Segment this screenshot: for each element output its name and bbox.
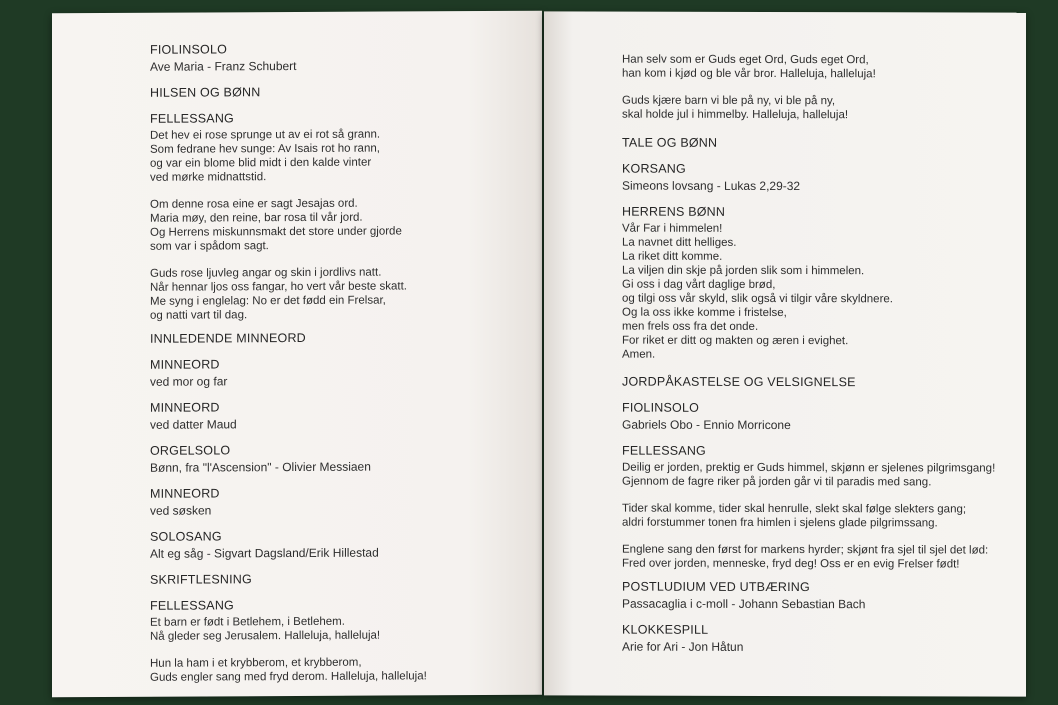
- section-skriftlesning: [150, 570, 530, 588]
- section-heading: SOLOSANG: [150, 529, 222, 544]
- prayer-line: La viljen din skje på jorden slik som i himmelen.: [622, 264, 865, 278]
- section-herrens-bonn: [622, 204, 1022, 363]
- right-page-content: [622, 53, 1022, 666]
- verse-line: Guds engler sang med fryd derom. Halleluja, halleluja!: [150, 670, 427, 684]
- verse-line: Han selv som er Guds eget Ord, Guds eget Ord,: [622, 53, 869, 67]
- section-detail: Passacaglia i c-moll - Johann Sebastian Bach: [622, 596, 866, 612]
- section-detail: Simeons lovsang - Lukas 2,29-32: [622, 178, 801, 194]
- verse-line: Nå gleder seg Jerusalem. Halleluja, halleluja!: [150, 629, 381, 643]
- section-minneord-sosken: [150, 484, 530, 519]
- section-heading: HERRENS BØNN: [622, 204, 726, 219]
- verse-line: Som fedrane hev sunge: Av Isais rot ho rann,: [150, 142, 380, 156]
- section-detail: ved søsken: [150, 503, 212, 518]
- section-innledende-minneord: [150, 329, 530, 347]
- section-detail: ved datter Maud: [150, 417, 237, 432]
- hymn-verse: [150, 655, 530, 685]
- section-heading: FELLESSANG: [150, 111, 234, 126]
- prayer-line: La riket ditt komme.: [622, 250, 723, 263]
- section-postludium: [622, 579, 1022, 613]
- section-solosang: [150, 527, 530, 562]
- verse-line: Me syng i englelag: No er det fødd ein Frelsar,: [150, 294, 386, 308]
- verse-line: Fred over jorden, menneske, fryd deg! Oss er en evig Frelser født!: [622, 557, 960, 571]
- section-fiolinsolo-2: [622, 400, 1022, 434]
- section-minneord-foreldre: [150, 355, 530, 390]
- section-heading: SKRIFTLESNING: [150, 572, 252, 587]
- section-heading: JORDPÅKASTELSE OG VELSIGNELSE: [622, 374, 856, 390]
- section-detail: Gabriels Obo - Ennio Morricone: [622, 417, 791, 433]
- hymn-verse: [150, 196, 530, 254]
- section-jordpakastelse: [622, 374, 1022, 391]
- section-tale-og-bonn: [622, 135, 1022, 152]
- section-heading: FIOLINSOLO: [622, 400, 700, 415]
- verse-line: Et barn er født i Betlehem, i Betlehem.: [150, 615, 345, 629]
- verse-line: Det hev ei rose sprunge ut av ei rot så grann.: [150, 128, 381, 142]
- prayer-line: Og la oss ikke komme i fristelse,: [622, 306, 787, 320]
- verse-line: han kom i kjød og ble vår bror. Halleluja, halleluja!: [622, 67, 876, 81]
- section-klokkespill: [622, 622, 1022, 656]
- program-left-page: [52, 11, 542, 698]
- section-fellessang-3: [622, 443, 1022, 572]
- verse-line: Maria møy, den reine, bar rosa til vår jord.: [150, 211, 363, 225]
- prayer-line: Vår Far i himmelen!: [622, 222, 723, 235]
- section-heading: MINNEORD: [150, 486, 220, 501]
- verse-line: ved mørke midnattstid.: [150, 171, 267, 184]
- verse-line: og var ein blome blid midt i den kalde vinter: [150, 156, 372, 170]
- section-detail: Ave Maria - Franz Schubert: [150, 59, 297, 74]
- verse-line: Englene sang den først for markens hyrder; skjønt fra sjel til sjel det lød:: [622, 543, 989, 557]
- prayer-line: Amen.: [622, 348, 656, 361]
- hymn-verse: [622, 543, 1022, 572]
- verse-line: Gjennom de fagre riker på jorden går vi til paradis med sang.: [622, 475, 932, 489]
- section-fellessang-2: [150, 596, 530, 685]
- hymn-verse: [150, 614, 530, 644]
- verse-line: Tider skal komme, tider skal henrulle, slekt skal følge slekters gang;: [622, 502, 967, 516]
- prayer-line: men frels oss fra det onde.: [622, 320, 759, 333]
- section-fellessang-1: [150, 109, 530, 323]
- section-heading: FELLESSANG: [622, 443, 706, 458]
- hymn-verse: [622, 461, 1022, 490]
- verse-line: Når hennar ljos oss fangar, ho vert vår beste skatt.: [150, 280, 407, 294]
- prayer-line: Gi oss i dag vårt daglige brød,: [622, 278, 776, 291]
- verse-line: Hun la ham i et krybberom, et krybberom,: [150, 656, 362, 670]
- section-detail: Arie for Ari - Jon Håtun: [622, 639, 744, 654]
- section-heading: KORSANG: [622, 161, 686, 176]
- section-heading: POSTLUDIUM VED UTBÆRING: [622, 579, 810, 595]
- section-hilsen-og-bonn: [150, 83, 530, 101]
- verse-line: aldri forstummer tonen fra himlen i sjelens glade pilgrimssang.: [622, 516, 938, 530]
- section-fiolinsolo: [150, 40, 530, 75]
- verse-line: skal holde jul i himmelby. Halleluja, halleluja!: [622, 108, 849, 122]
- verse-line: og natti vart til dag.: [150, 309, 248, 322]
- section-heading: FIOLINSOLO: [150, 42, 228, 57]
- verse-line: Og Herrens miskunnsmakt det store under gjorde: [150, 225, 402, 239]
- section-heading: MINNEORD: [150, 400, 220, 415]
- verse-line: Deilig er jorden, prektig er Guds himmel, skjønn er sjelenes pilgrimsgang!: [622, 461, 996, 475]
- section-heading: HILSEN OG BØNN: [150, 85, 261, 100]
- section-detail: Bønn, fra "l'Ascension" - Olivier Messiaen: [150, 459, 371, 475]
- prayer-line: La navnet ditt helliges.: [622, 236, 737, 249]
- verse-line: Guds kjære barn vi ble på ny, vi ble på ny,: [622, 94, 836, 108]
- left-page-content: [150, 40, 530, 698]
- hymn-verse: [150, 127, 530, 185]
- prayer-text: [622, 222, 1022, 363]
- section-detail: ved mor og far: [150, 374, 228, 389]
- section-heading: MINNEORD: [150, 357, 220, 372]
- section-detail: Alt eg såg - Sigvart Dagsland/Erik Hillestad: [150, 545, 379, 561]
- section-minneord-datter: [150, 398, 530, 433]
- section-heading: TALE OG BØNN: [622, 135, 718, 150]
- section-orgelsolo: [150, 441, 530, 476]
- verse-line: Om denne rosa eine er sagt Jesajas ord.: [150, 197, 358, 211]
- hymn-verse-continued: [622, 53, 1022, 82]
- verse-line: Guds rose ljuvleg angar og skin i jordlivs natt.: [150, 266, 382, 280]
- section-korsang: [622, 161, 1022, 195]
- section-heading: KLOKKESPILL: [622, 622, 709, 637]
- hymn-verse: [622, 502, 1022, 531]
- prayer-line: For riket er ditt og makten og æren i evighet.: [622, 334, 849, 348]
- verse-line: som var i spådom sagt.: [150, 240, 269, 253]
- section-heading: INNLEDENDE MINNEORD: [150, 330, 306, 346]
- section-heading: ORGELSOLO: [150, 443, 231, 458]
- prayer-line: og tilgi oss vår skyld, slik også vi tilgir våre skyldnere.: [622, 292, 893, 306]
- hymn-verse: [150, 265, 530, 323]
- hymn-verse-continued: [622, 94, 1022, 123]
- program-right-page: [544, 11, 1026, 696]
- section-heading: FELLESSANG: [150, 598, 234, 613]
